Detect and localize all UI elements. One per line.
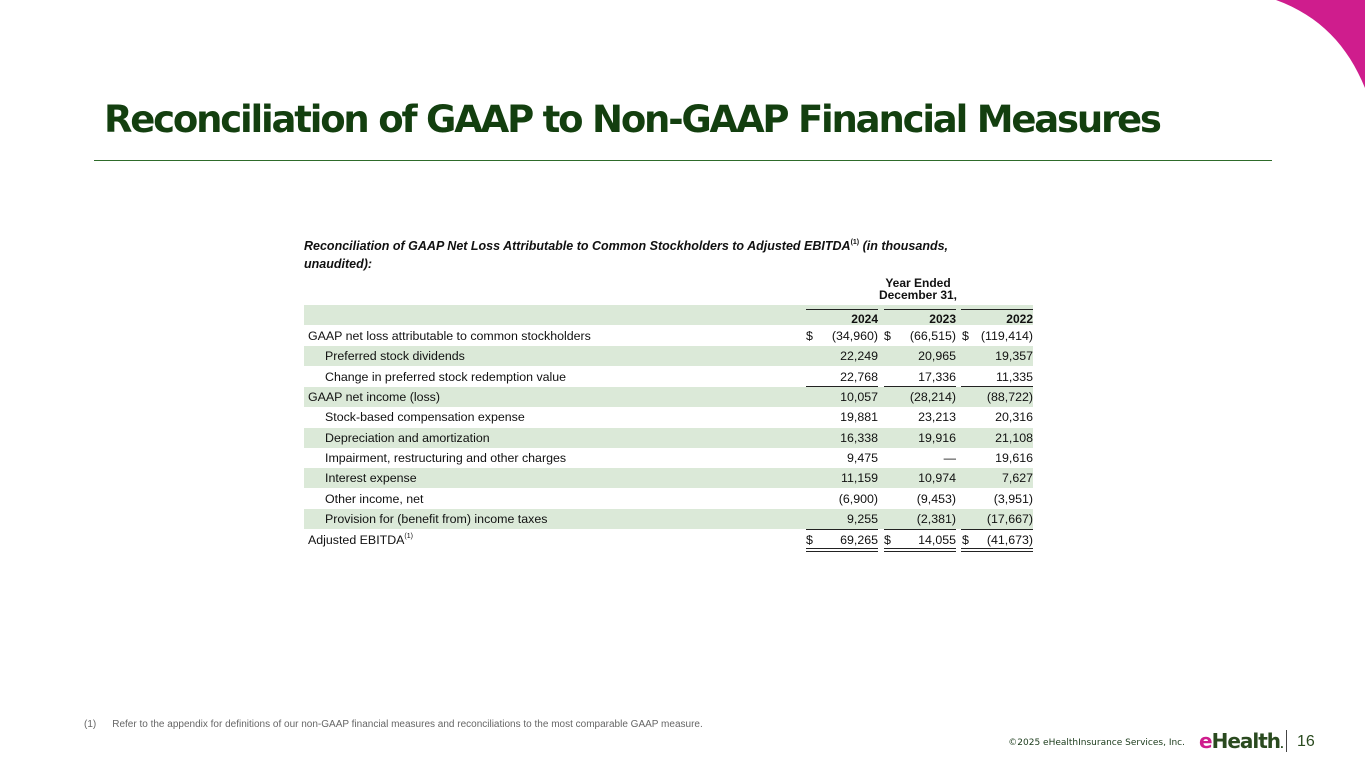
cell-value: 16,338 — [840, 431, 878, 445]
footnote — [84, 719, 703, 730]
cell-value: (88,722) — [986, 390, 1033, 404]
cell-value: 69,265 — [840, 533, 878, 547]
total-double-underline — [806, 548, 878, 552]
row-label — [308, 390, 440, 404]
row-label-text: Interest expense — [325, 471, 417, 485]
cell-value: (6,900) — [838, 492, 878, 506]
table-caption-sup: (1) — [850, 239, 860, 246]
cell-value: 7,627 — [1001, 471, 1033, 485]
cell-value: 21,108 — [995, 431, 1033, 445]
table-row — [304, 367, 1033, 387]
table-row — [304, 326, 1033, 346]
cell-value: 14,055 — [918, 533, 956, 547]
cell-value: (66,515) — [909, 329, 956, 343]
table-row — [304, 530, 1033, 550]
dollar-sign: $ — [962, 533, 969, 547]
cell-value: (34,960) — [831, 329, 878, 343]
dollar-sign: $ — [962, 329, 969, 343]
year-ended-header — [868, 277, 968, 301]
row-label — [325, 431, 490, 445]
year-header: 2024 — [806, 309, 878, 326]
cell-value: 10,057 — [840, 390, 878, 404]
row-label — [325, 451, 566, 465]
row-label — [325, 410, 525, 424]
page-number: 16 — [1297, 733, 1315, 750]
ehealth-logo — [1199, 729, 1283, 753]
logo-wordmark: Health — [1211, 729, 1281, 753]
table-caption-tail: (in thousands, unaudited): — [304, 239, 949, 271]
table-row — [304, 346, 1033, 366]
dollar-sign: $ — [806, 329, 813, 343]
row-label — [325, 471, 417, 485]
row-label-text: Change in preferred stock redemption value — [325, 370, 567, 384]
cell-value: 22,768 — [840, 370, 878, 384]
cell-value: — — [943, 451, 956, 465]
footnote-number: (1) — [84, 719, 97, 730]
cell-value: 19,357 — [995, 349, 1033, 363]
table-caption — [304, 237, 1004, 273]
cell-value: (17,667) — [986, 512, 1033, 526]
cell-value: (9,453) — [916, 492, 956, 506]
year-header-row — [304, 305, 1033, 325]
subtotal-underline — [961, 386, 1033, 387]
cell-value: (41,673) — [986, 533, 1033, 547]
cell-value: 11,159 — [841, 471, 878, 485]
row-label-text: Stock-based compensation expense — [325, 410, 525, 424]
table-row — [304, 387, 1033, 407]
cell-value: 23,213 — [918, 410, 956, 424]
row-label — [308, 329, 591, 343]
year-header: 2023 — [884, 309, 956, 326]
cell-value: (119,414) — [980, 329, 1033, 343]
row-label-text: Depreciation and amortization — [325, 431, 490, 445]
cell-value: 11,335 — [996, 370, 1033, 384]
row-label — [325, 492, 423, 506]
row-label-text: Preferred stock dividends — [325, 349, 465, 363]
total-double-underline — [961, 548, 1033, 552]
footer-separator — [1286, 730, 1287, 752]
year-ended-label: Year Ended — [885, 276, 951, 290]
cell-value: 19,616 — [995, 451, 1033, 465]
row-label — [325, 512, 547, 526]
subtotal-underline — [806, 386, 878, 387]
cell-value: 17,336 — [918, 370, 956, 384]
copyright: ©2025 eHealthInsurance Services, Inc. — [1008, 738, 1185, 748]
subtotal-underline — [806, 529, 878, 530]
total-double-underline — [884, 548, 956, 552]
cell-value: 20,316 — [995, 410, 1033, 424]
row-label — [325, 349, 465, 363]
row-label-text: Provision for (benefit from) income taxes — [325, 512, 548, 526]
row-label-sup: (1) — [404, 533, 413, 540]
dollar-sign: $ — [806, 533, 813, 547]
title-divider — [94, 160, 1272, 161]
table-caption-main: Reconciliation of GAAP Net Loss Attributable to Common Stockholders to Adjusted EBITDA — [304, 239, 851, 253]
table-row — [304, 489, 1033, 509]
cell-value: 19,881 — [840, 410, 878, 424]
row-label — [308, 533, 413, 547]
row-label-text: Other income, net — [325, 492, 424, 506]
december-label: December 31, — [878, 288, 958, 302]
year-header: 2022 — [961, 309, 1033, 326]
cell-value: 9,475 — [846, 451, 878, 465]
cell-value: 20,965 — [918, 349, 956, 363]
subtotal-underline — [884, 529, 956, 530]
table-row — [304, 428, 1033, 448]
row-label-text: GAAP net loss attributable to common stockholders — [308, 329, 591, 343]
cell-value: 9,255 — [846, 512, 878, 526]
row-label-text: Impairment, restructuring and other charges — [325, 451, 567, 465]
footnote-text: Refer to the appendix for definitions of our non-GAAP financial measures and reconciliations to the most comparable GAAP measure. — [112, 719, 703, 730]
table-row — [304, 468, 1033, 488]
cell-value: (28,214) — [909, 390, 956, 404]
cell-value: 19,916 — [918, 431, 956, 445]
subtotal-underline — [884, 386, 956, 387]
row-label-text: Adjusted EBITDA — [308, 533, 405, 547]
page-title: Reconciliation of GAAP to Non-GAAP Financial Measures — [104, 98, 1160, 141]
table-row — [304, 448, 1033, 468]
row-label-text: GAAP net income (loss) — [308, 390, 440, 404]
dollar-sign: $ — [884, 533, 891, 547]
cell-value: (3,951) — [993, 492, 1033, 506]
cell-value: 10,974 — [918, 471, 956, 485]
logo-mark: . — [1280, 740, 1283, 751]
cell-value: (2,381) — [916, 512, 956, 526]
cell-value: 22,249 — [840, 349, 878, 363]
table-row — [304, 509, 1033, 529]
table-row — [304, 407, 1033, 427]
dollar-sign: $ — [884, 329, 891, 343]
subtotal-underline — [961, 529, 1033, 530]
row-label — [325, 370, 566, 384]
logo-prefix: e — [1199, 729, 1212, 753]
